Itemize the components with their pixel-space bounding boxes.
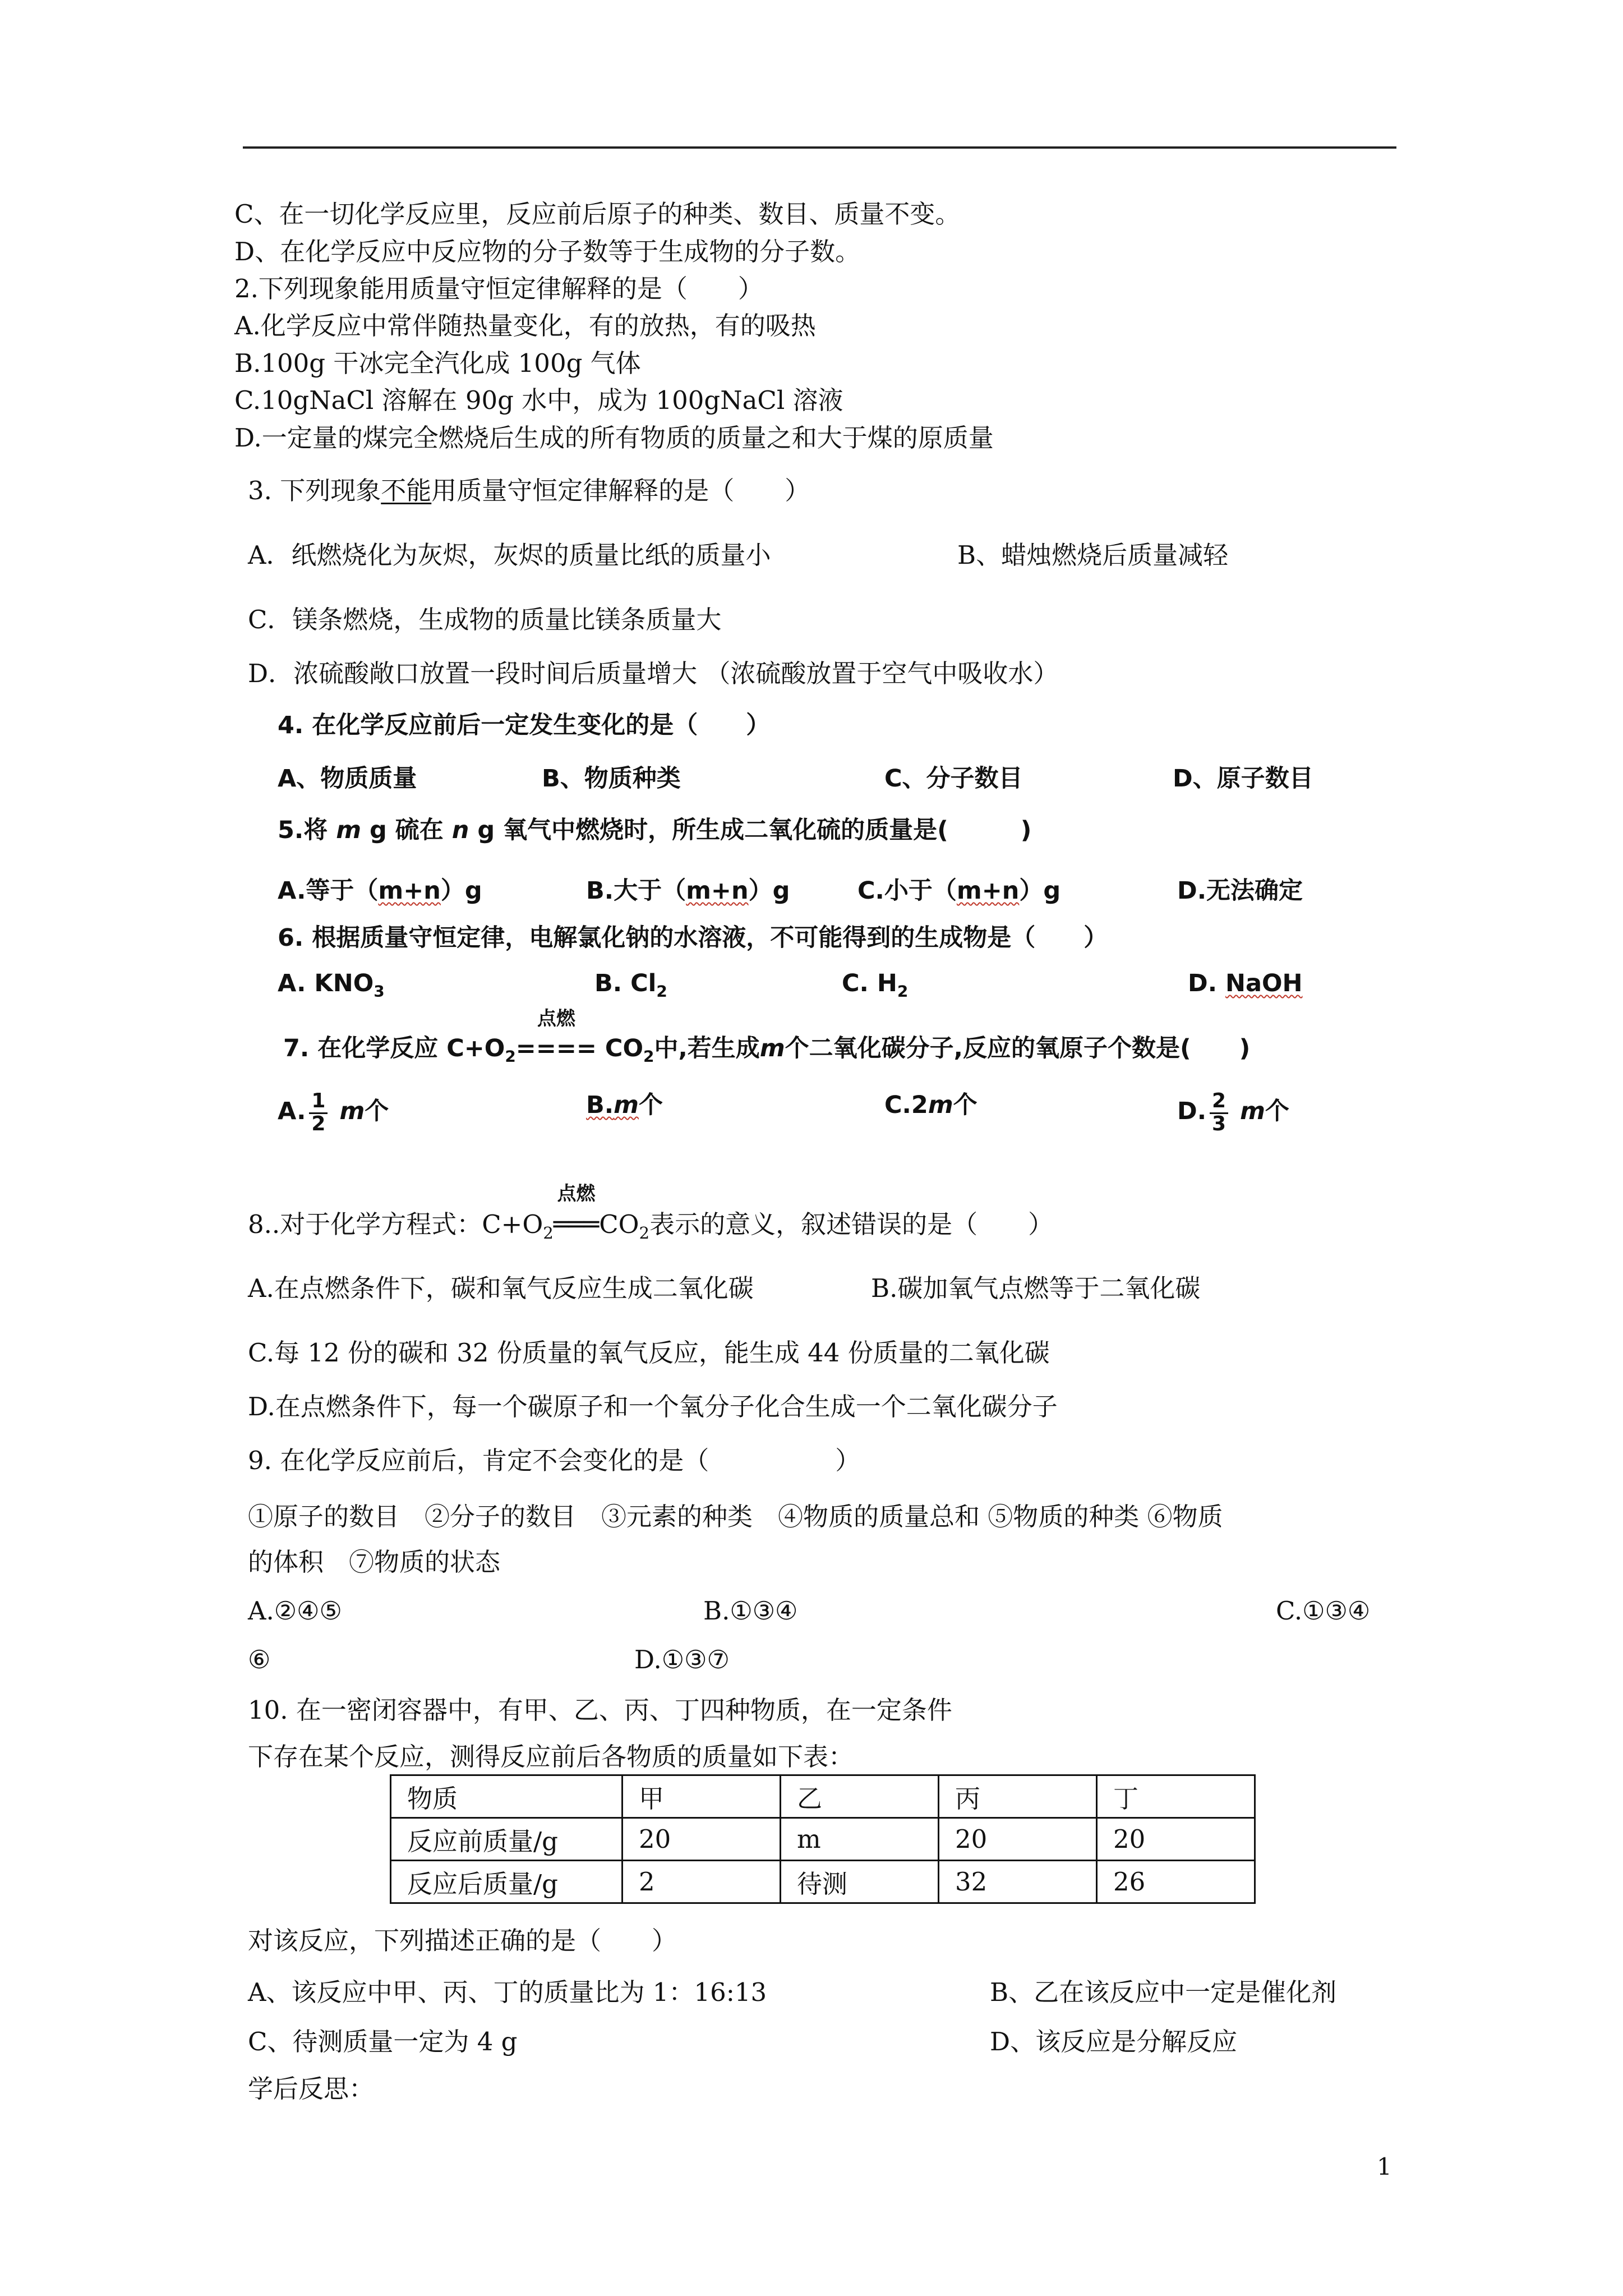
q7-option-d: D. $\frac{2}{3}$ m个 xyxy=(1177,1089,1289,1135)
table-cell: 20 xyxy=(623,1818,781,1861)
question-10-cont: 下存在某个反应，测得反应前后各物质的质量如下表： xyxy=(248,1742,854,1772)
q7-option-c: C.2m个 xyxy=(884,1091,978,1119)
q5-option-b: B.大于（m+n）g xyxy=(586,877,790,905)
q2-option-b: B.100g 干冰完全汽化成 100g 气体 xyxy=(234,348,641,378)
q9-option-a: A.②④⑤ xyxy=(248,1596,342,1626)
q6-option-a: A. $KNO_3$ xyxy=(278,969,385,1001)
q7-option-b: B.m个 xyxy=(586,1091,663,1119)
q10-prompt: 对该反应，下列描述正确的是（ ） xyxy=(248,1926,677,1955)
q4-option-c: C、分子数目 xyxy=(884,765,1023,793)
q9-option-b: B.①③④ xyxy=(703,1596,798,1626)
question-7: 7. 在化学反应 $C+O_2$ 点燃 ==== $CO_2$中,若生成m个二氧化碳分子,反应的氧原子个数是( ) xyxy=(283,1007,1251,1066)
option-d-line: D、在化学反应中反应物的分子数等于生成物的分子数。 xyxy=(234,237,861,266)
q9-option-d: D.①③⑦ xyxy=(634,1645,730,1674)
q8-option-b: B.碳加氧气点燃等于二氧化碳 xyxy=(871,1273,1201,1303)
q10-option-b: B、乙在该反应中一定是催化剂 xyxy=(990,1977,1337,2007)
q9-statements-1: ①原子的数目 ②分子的数目 ③元素的种类 ④物质的质量总和 ⑤物质的种类 ⑥物质 xyxy=(248,1502,1223,1531)
table-cell: 待测 xyxy=(781,1861,939,1903)
header-rule xyxy=(243,146,1396,149)
q2-option-a: A.化学反应中常伴随热量变化，有的放热，有的吸热 xyxy=(234,311,816,341)
q10-option-a: A、该反应中甲、丙、丁的质量比为 1：16:13 xyxy=(248,1977,767,2007)
question-8: 8..对于化学方程式：$C+O_2$ 点燃 $═══CO_2$表示的意义，叙述错误的是（ ） xyxy=(248,1182,1054,1243)
q9-statements-2: 的体积 ⑦物质的状态 xyxy=(248,1547,501,1577)
table-cell: 反应后质量/g xyxy=(391,1861,623,1903)
option-c-line: C、在一切化学反应里，反应前后原子的种类、数目、质量不变。 xyxy=(234,199,961,229)
q8-reaction-arrow: 点燃 ═══ xyxy=(553,1182,600,1239)
table-cell: 2 xyxy=(623,1861,781,1903)
table-cell: 反应前质量/g xyxy=(391,1818,623,1861)
table-cell: 32 xyxy=(939,1861,1097,1903)
q4-option-a: A、物质质量 xyxy=(278,765,417,793)
reflection-label: 学后反思： xyxy=(248,2074,375,2104)
table-header-cell: 甲 xyxy=(623,1775,781,1818)
q2-option-d: D.一定量的煤完全燃烧后生成的所有物质的质量之和大于煤的原质量 xyxy=(234,423,994,453)
table-row xyxy=(391,1818,1255,1861)
question-9: 9. 在化学反应前后，肯定不会变化的是（ ） xyxy=(248,1446,861,1475)
q9-option-c-cont: ⑥ xyxy=(248,1645,271,1674)
q8-option-a: A.在点燃条件下，碳和氧气反应生成二氧化碳 xyxy=(248,1273,754,1303)
q5-option-a: A.等于（m+n）g xyxy=(278,877,482,905)
question-5: 5.将 m g 硫在 n g 氧气中燃烧时，所生成二氧化硫的质量是( ) xyxy=(278,816,1032,844)
q2-option-c: C.10gNaCl 溶解在 90g 水中，成为 100gNaCl 溶液 xyxy=(234,385,843,415)
table-header-row xyxy=(391,1775,1255,1818)
table-header-cell: 物质 xyxy=(391,1775,623,1818)
q3-option-b: B、蜡烛燃烧后质量减轻 xyxy=(957,540,1229,570)
table-row xyxy=(391,1861,1255,1903)
table-cell: 26 xyxy=(1097,1861,1255,1903)
q7a-fraction: $\frac{1}{2}$ xyxy=(309,1091,328,1134)
q6-option-b: B. $Cl_2$ xyxy=(594,969,667,1001)
q3-option-d: D．浓硫酸敞口放置一段时间后质量增大 （浓硫酸放置于空气中吸收水） xyxy=(248,659,1059,688)
q4-option-b: B、物质种类 xyxy=(542,765,681,793)
q8-option-c: C.每 12 份的碳和 32 份质量的氧气反应，能生成 44 份质量的二氧化碳 xyxy=(248,1338,1050,1368)
table-header-cell: 乙 xyxy=(781,1775,939,1818)
q6-option-d: D. NaOH xyxy=(1188,969,1303,997)
q4-option-d: D、原子数目 xyxy=(1173,765,1313,793)
question-6: 6. 根据质量守恒定律，电解氯化钠的水溶液，不可能得到的生成物是（ ） xyxy=(278,924,1108,952)
q7d-fraction: $\frac{2}{3}$ xyxy=(1210,1091,1228,1134)
q9-option-c: C.①③④ xyxy=(1276,1596,1371,1626)
question-10: 10. 在一密闭容器中，有甲、乙、丙、丁四种物质，在一定条件 xyxy=(248,1695,952,1725)
table-cell: 20 xyxy=(1097,1818,1255,1861)
table-header-cell: 丁 xyxy=(1097,1775,1255,1818)
q6-option-c: C. $H_2$ xyxy=(842,969,909,1001)
question-2: 2.下列现象能用质量守恒定律解释的是（ ） xyxy=(234,274,763,303)
q3-option-a: A．纸燃烧化为灰烬，灰烬的质量比纸的质量小 xyxy=(248,540,771,570)
q10-option-d: D、该反应是分解反应 xyxy=(990,2027,1238,2056)
question-3: 3. 下列现象不能用质量守恒定律解释的是（ ） xyxy=(248,476,810,505)
table-header-cell: 丙 xyxy=(939,1775,1097,1818)
q7-reaction-arrow: 点燃 ==== xyxy=(515,1007,597,1062)
table-cell: 20 xyxy=(939,1818,1097,1861)
q5-option-d: D.无法确定 xyxy=(1177,877,1303,905)
mass-table xyxy=(390,1774,1256,1904)
page-number: 1 xyxy=(1377,2153,1392,2180)
q7-option-a: A. $\frac{1}{2}$ m个 xyxy=(278,1089,389,1135)
table-cell: m xyxy=(781,1818,939,1861)
q3-option-c: C．镁条燃烧，生成物的质量比镁条质量大 xyxy=(248,605,722,634)
question-4: 4. 在化学反应前后一定发生变化的是（ ） xyxy=(278,711,771,739)
q8-option-d: D.在点燃条件下，每一个碳原子和一个氧分子化合生成一个二氧化碳分子 xyxy=(248,1392,1058,1421)
q5-option-c: C.小于（m+n）g xyxy=(857,877,1061,905)
q3-underlined: 不能 xyxy=(381,476,432,505)
q10-option-c: C、待测质量一定为 4 g xyxy=(248,2027,518,2056)
